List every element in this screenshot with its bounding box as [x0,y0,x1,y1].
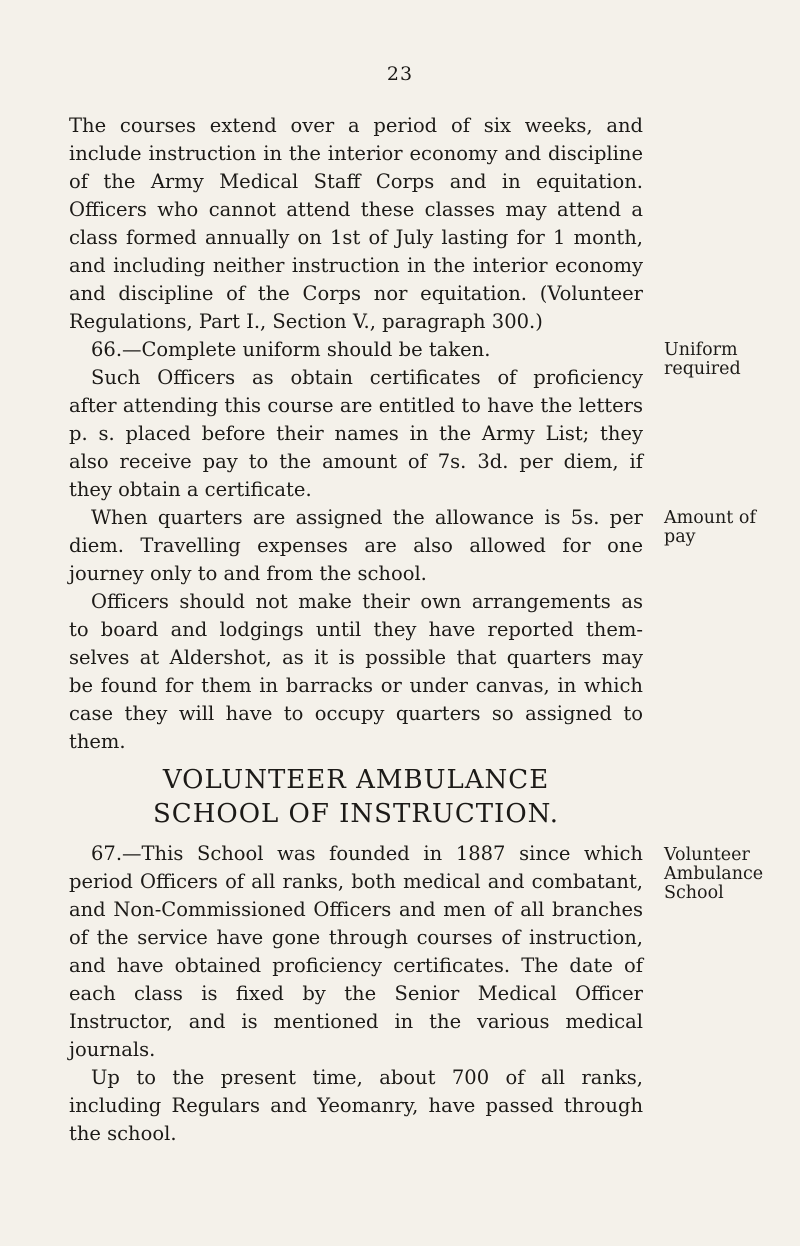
text-line: journey only to and from the school. [69,562,427,585]
margin-note-school [664,846,794,903]
margin-note-line: pay [664,527,696,547]
text-line: they obtain a certificate. [69,478,312,501]
text-line: journals. [69,1038,156,1061]
text-line: each class is fixed by the Senior Medical Officer [69,982,643,1005]
margin-note-uniform [664,341,794,379]
text-line: and Non-Commissioned Officers and men of all branches [69,898,643,921]
margin-note-line: Ambulance [664,864,764,884]
text-line: Such Officers as obtain certificates of proficiency [91,366,643,389]
text-line: Officers who cannot attend these classes may attend a [69,198,643,221]
text-line: them. [69,730,126,753]
text-line: be found for them in barracks or under canvas, in which [69,674,643,697]
section-heading-line2: SCHOOL OF INSTRUCTION. [153,799,559,829]
text-line: Up to the present time, about 700 of all ranks, [91,1066,643,1089]
margin-note-line: Uniform [664,340,738,360]
paragraph-66-line: 66.—Complete uniform should be taken. [91,338,491,361]
text-line: The courses extend over a period of six weeks, and [69,114,643,137]
text-line: period Officers of all ranks, both medical and combatant, [69,870,643,893]
margin-note-pay [664,509,794,547]
text-line: also receive pay to the amount of 7s. 3d. per diem, if [69,450,643,473]
text-line: and have obtained proficiency certificates. The date of [69,954,643,977]
text-line: case they will have to occupy quarters so assigned to [69,702,643,725]
text-line: Regulations, Part I., Section V., paragraph 300.) [69,310,543,333]
text-line: class formed annually on 1st of July lasting for 1 month, [69,226,643,249]
text-line: of the service have gone through courses of instruction, [69,926,643,949]
margin-note-line: Amount of [664,508,756,528]
text-line: diem. Travelling expenses are also allowed for one [69,534,643,557]
text-line: include instruction in the interior economy and discipline [69,142,643,165]
text-line: including Regulars and Yeomanry, have passed through [69,1094,643,1117]
text-line: to board and lodgings until they have reported them- [69,618,643,641]
page-number: 23 [386,63,414,85]
text-line: Officers should not make their own arrangements as [91,590,643,613]
text-line: of the Army Medical Staff Corps and in equitation. [69,170,643,193]
text-line: and discipline of the Corps nor equitation. (Volunteer [69,282,643,305]
margin-note-line: required [664,359,741,379]
text-line: p. s. placed before their names in the Army List; they [69,422,643,445]
margin-note-line: School [664,883,724,903]
section-heading-line1: VOLUNTEER AMBULANCE [162,765,550,795]
text-line: the school. [69,1122,177,1145]
margin-note-line: Volunteer [664,845,750,865]
text-line: and including neither instruction in the interior economy [69,254,643,277]
text-line: after attending this course are entitled to have the letters [69,394,643,417]
text-line: Instructor, and is mentioned in the various medical [69,1010,643,1033]
text-line: When quarters are assigned the allowance is 5s. per [91,506,643,529]
paragraph-67-line: 67.—This School was founded in 1887 since which [91,842,643,865]
text-line: selves at Aldershot, as it is possible that quarters may [69,646,643,669]
